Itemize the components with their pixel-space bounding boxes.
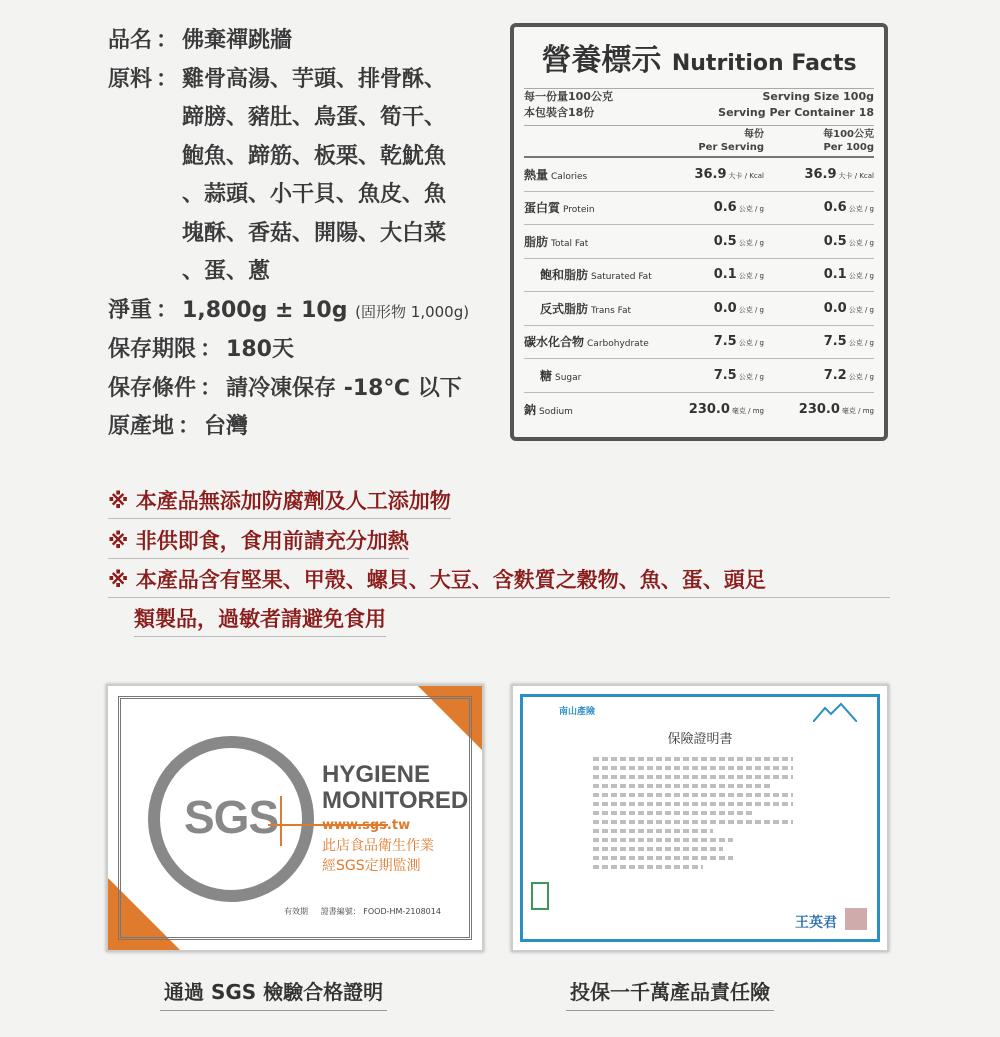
ingredients-line: 塊酥、香菇、開陽、大白菜 — [182, 220, 447, 246]
unit: 公克 / g — [738, 272, 764, 281]
col-per-serving-en: Per Serving — [698, 142, 764, 153]
ingredients-line: 、蛋、蔥 — [182, 259, 271, 284]
unit: 公克 / g — [848, 372, 874, 381]
ingredients-line: 雞骨高湯、芋頭、排骨酥、 — [182, 66, 447, 92]
unit: 公克 / g — [848, 205, 874, 214]
nutrient-name — [524, 166, 654, 183]
nutrient-name-cn: 糖 — [540, 368, 553, 383]
serving-size-row — [524, 89, 874, 105]
sgs-cn-line2: 經SGS定期監測 — [322, 858, 421, 874]
unit: 公克 / g — [848, 339, 874, 348]
storage-value: 請冷凍保存 -18℃ 以下 — [226, 375, 462, 401]
product-name-row: 品名 ： 佛棄禪跳牆 — [108, 22, 498, 61]
per-100g-number: 0.5 — [823, 233, 847, 249]
hygiene-monitored-text — [322, 762, 468, 814]
nutrient-name-en: Total Fat — [551, 238, 589, 249]
nutrition-row — [524, 192, 874, 226]
nutrition-column-header — [524, 126, 874, 156]
hygiene-line2: MONITORED — [322, 787, 469, 814]
nutrition-row — [524, 158, 874, 192]
shelf-life-row: 保存期限 ： 180天 — [108, 331, 498, 370]
sgs-cn-line1: 此店食品衛生作業 — [322, 838, 434, 854]
weight-note: (固形物 1,000g) — [355, 302, 470, 321]
per-100g-number: 7.2 — [823, 367, 847, 383]
nutrient-name-cn: 蛋白質 — [524, 201, 561, 216]
insurance-company-logo: 南山產險 — [559, 707, 596, 717]
per-100g-value — [764, 301, 874, 316]
ingredients-line: 蹄膀、豬肚、鳥蛋、筍干、 — [182, 105, 447, 130]
sgs-caption: 通過 SGS 檢驗合格證明 — [160, 974, 387, 1011]
sgs-logo-text: SGS — [184, 791, 279, 843]
product-name-value: 佛棄禪跳牆 — [182, 28, 293, 53]
origin-row: 原產地 ： 台灣 — [108, 408, 498, 447]
nutrient-name — [524, 401, 654, 418]
nutrient-name-en: Saturated Fat — [591, 272, 652, 283]
per-100g-number: 0.6 — [823, 200, 847, 216]
per-serving-number: 0.1 — [713, 267, 737, 283]
servings-per-container-cn: 本包裝含18份 — [524, 106, 595, 119]
unit: 公克 / g — [738, 205, 764, 214]
origin-value: 台灣 — [204, 414, 249, 439]
nutrition-title — [524, 41, 874, 84]
nutrition-row — [524, 259, 874, 293]
product-name-label: 品名 — [108, 28, 153, 53]
unit: 公克 / g — [738, 339, 764, 348]
nutrient-name-cn: 飽和脂肪 — [540, 268, 589, 283]
nutrient-name — [524, 333, 654, 350]
nutrient-name — [524, 233, 654, 250]
per-100g-value — [764, 234, 874, 249]
ingredients-row: 原料 ： 雞骨高湯、芋頭、排骨酥、 蹄膀、豬肚、鳥蛋、筍干、 鮑魚、蹄筋、板栗、乾魷魚 、蒜頭、小干貝、魚皮、魚 塊酥、香菇、開陽、大白菜 、蛋、蔥 — [108, 61, 498, 292]
nutrient-name-en: Sodium — [539, 406, 573, 417]
sgs-cert-no-value: FOOD-HM-2108014 — [363, 907, 441, 916]
weight-label: 淨重 — [108, 297, 153, 323]
ingredients-label: 原料 — [108, 66, 153, 92]
sgs-validity-label: 有效期 — [284, 907, 308, 916]
weight-row: 淨重 ： 1,800g ± 10g (固形物 1,000g) — [108, 292, 498, 332]
green-badge-icon — [531, 882, 549, 910]
nutrient-name — [524, 199, 654, 216]
unit: 毫克 / mg — [841, 406, 874, 415]
weight-value: 1,800g ± 10g — [182, 297, 348, 323]
servings-per-container-row — [524, 105, 874, 121]
insurance-caption: 投保一千萬產品責任險 — [566, 974, 774, 1011]
per-serving-value — [654, 368, 764, 383]
insurance-body-text — [593, 752, 793, 874]
serving-size-en: Serving Size 100g — [762, 90, 874, 103]
sgs-certificate-number — [284, 906, 441, 917]
mountain-icon — [813, 702, 857, 722]
per-serving-number: 7.5 — [713, 334, 737, 350]
per-serving-value — [654, 402, 764, 417]
serving-size-cn: 每一份量100公克 — [524, 90, 613, 103]
product-info — [108, 22, 498, 447]
sgs-certificate — [106, 684, 484, 952]
nutrition-rows — [524, 158, 874, 426]
unit: 公克 / g — [848, 272, 874, 281]
nutrient-name-en: Protein — [563, 205, 595, 216]
nutrient-name-cn: 碳水化合物 — [524, 335, 585, 350]
nutrient-name-en: Trans Fat — [591, 305, 632, 316]
insurance-certificate-title: 保險證明書 — [667, 732, 733, 747]
warning-heat-before-eating: ※ 非供即食，食用前請充分加熱 — [108, 524, 409, 559]
per-100g-number: 230.0 — [798, 401, 840, 417]
col-per-100g-cn: 每100公克 — [823, 129, 874, 140]
storage-row: 保存條件 ： 請冷凍保存 -18℃ 以下 — [108, 370, 498, 409]
nutrient-name-en: Sugar — [555, 372, 582, 383]
col-per-serving-cn: 每份 — [744, 129, 764, 140]
per-100g-number: 0.1 — [823, 267, 847, 283]
per-serving-number: 7.5 — [713, 367, 737, 383]
nutrition-facts-panel — [510, 23, 888, 441]
hygiene-line1: HYGIENE — [322, 761, 431, 788]
nutrient-name — [524, 300, 654, 317]
nutrition-row — [524, 393, 874, 427]
warning-no-additives: ※ 本產品無添加防腐劑及人工添加物 — [108, 484, 451, 519]
nutrient-name-cn: 鈉 — [524, 402, 537, 417]
per-serving-number: 36.9 — [694, 166, 727, 182]
per-serving-number: 230.0 — [688, 401, 730, 417]
shelf-life-label: 保存期限 — [108, 337, 197, 362]
nutrient-name-cn: 熱量 — [524, 167, 549, 182]
insurance-signature: 王英君 — [795, 915, 837, 931]
unit: 公克 / g — [848, 305, 874, 314]
nutrition-row — [524, 359, 874, 393]
storage-label: 保存條件 — [108, 375, 197, 401]
unit: 毫克 / mg — [731, 406, 764, 415]
insurance-certificate — [511, 684, 889, 952]
shelf-life-value: 180天 — [226, 337, 294, 362]
per-serving-value — [654, 234, 764, 249]
per-serving-value — [654, 167, 764, 182]
unit: 大卡 / Kcal — [838, 171, 874, 180]
nutrition-row — [524, 292, 874, 326]
per-100g-number: 0.0 — [823, 300, 847, 316]
ingredients-line: 、蒜頭、小干貝、魚皮、魚 — [182, 182, 447, 207]
seal-stamp-icon — [845, 908, 867, 930]
nutrition-row — [524, 326, 874, 360]
col-per-100g-en: Per 100g — [823, 142, 874, 153]
nutrient-name-en: Carbohydrate — [587, 339, 649, 350]
per-100g-value — [764, 200, 874, 215]
unit: 大卡 / Kcal — [728, 171, 764, 180]
nutrition-row — [524, 225, 874, 259]
per-serving-number: 0.5 — [713, 233, 737, 249]
unit: 公克 / g — [738, 238, 764, 247]
servings-per-container-en: Serving Per Container 18 — [718, 106, 874, 119]
per-serving-value — [654, 200, 764, 215]
origin-label: 原產地 — [108, 414, 175, 439]
per-100g-value — [764, 402, 874, 417]
per-serving-value — [654, 334, 764, 349]
ingredients-value — [182, 61, 498, 292]
warning-allergens-cont: 類製品，過敏者請避免食用 — [134, 602, 386, 637]
per-serving-number: 0.6 — [713, 200, 737, 216]
nutrient-name — [524, 266, 654, 283]
per-100g-value — [764, 334, 874, 349]
unit: 公克 / g — [738, 372, 764, 381]
per-100g-value — [764, 368, 874, 383]
per-serving-value — [654, 301, 764, 316]
per-100g-value — [764, 267, 874, 282]
nutrient-name-en: Calories — [551, 171, 588, 182]
nutrition-title-en: Nutrition Facts — [671, 51, 857, 76]
warning-allergens: ※ 本產品含有堅果、甲殼、螺貝、大豆、含麩質之穀物、魚、蛋、頭足 — [108, 563, 890, 598]
unit: 公克 / g — [848, 238, 874, 247]
sgs-cert-no-label: 證書編號： — [320, 907, 361, 916]
nutrient-name-cn: 脂肪 — [524, 234, 549, 249]
nutrient-name — [524, 367, 654, 384]
ingredients-line: 鮑魚、蹄筋、板栗、乾魷魚 — [182, 143, 447, 169]
nutrient-name-cn: 反式脂肪 — [540, 301, 589, 316]
unit: 公克 / g — [738, 305, 764, 314]
per-100g-number: 36.9 — [804, 166, 837, 182]
sgs-url: www.sgs.tw — [322, 818, 411, 833]
per-serving-value — [654, 267, 764, 282]
per-100g-value — [764, 167, 874, 182]
per-serving-number: 0.0 — [713, 300, 737, 316]
nutrition-title-cn: 營養標示 — [541, 43, 662, 78]
sgs-cn-text — [322, 836, 434, 876]
per-100g-number: 7.5 — [823, 334, 847, 350]
